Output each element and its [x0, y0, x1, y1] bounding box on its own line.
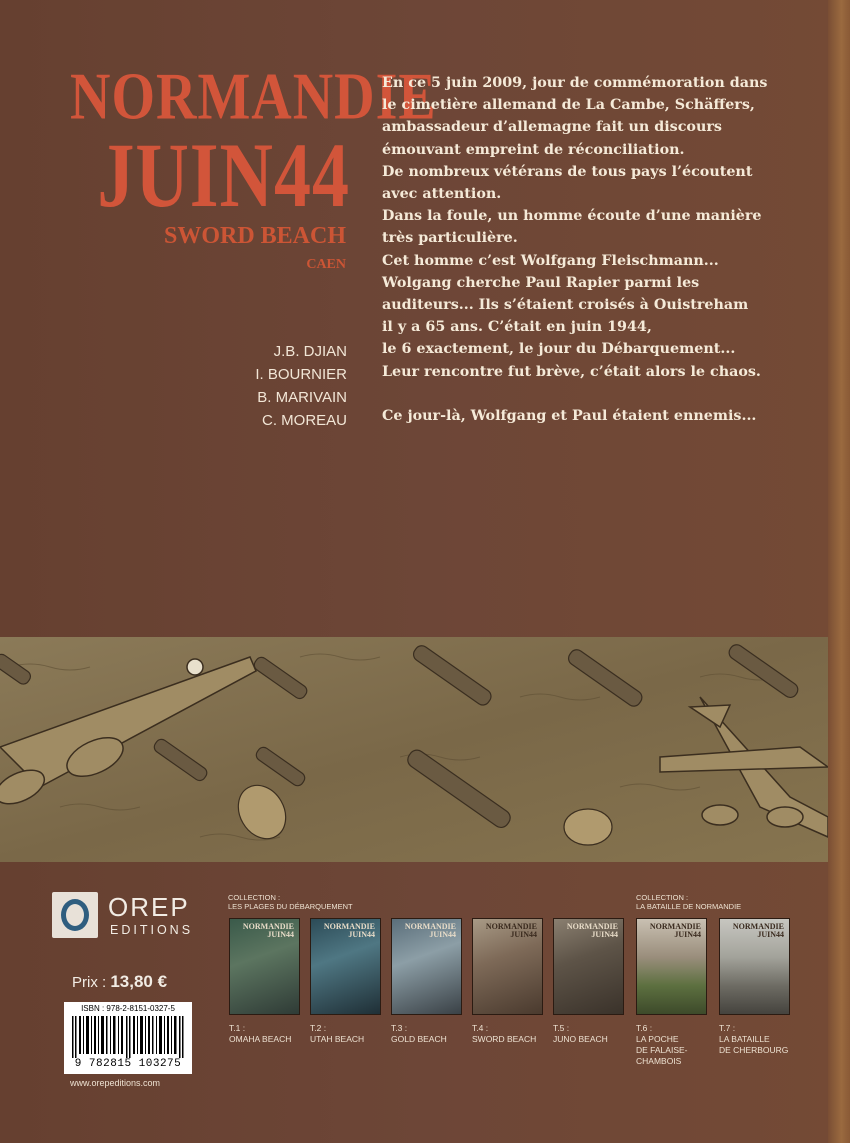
book-cover-t4 — [472, 918, 543, 1015]
collection-name: LA BATAILLE DE NORMANDIE — [636, 902, 742, 911]
mini-cover-title: NORMANDIE JUIN44 — [732, 922, 784, 939]
synopsis — [382, 72, 792, 427]
book-cover-t2 — [310, 918, 381, 1015]
mini-cover-title: NORMANDIE JUIN44 — [242, 922, 294, 939]
album-subtitle: SWORD BEACH — [163, 223, 346, 249]
book-cover-t5 — [553, 918, 624, 1015]
synopsis-line: le cimetière allemand de La Cambe, Schäffers, — [382, 97, 755, 114]
synopsis-line: Wolgang cherche Paul Rapier parmi les — [382, 274, 700, 291]
book-cover-t7 — [719, 918, 790, 1015]
spine — [828, 0, 850, 1143]
author: J.B. DJIAN — [273, 343, 347, 360]
mini-cover-title: NORMANDIE JUIN44 — [323, 922, 375, 939]
mini-cover-title: NORMANDIE JUIN44 — [485, 922, 537, 939]
author: C. MOREAU — [261, 412, 347, 429]
price — [72, 972, 167, 992]
authors-list — [160, 340, 347, 432]
mini-cover-title: NORMANDIE JUIN44 — [649, 922, 701, 939]
album-location: CAEN — [306, 257, 346, 272]
barcode — [64, 1002, 192, 1074]
book-cover-t3 — [391, 918, 462, 1015]
synopsis-line: Cet homme c’est Wolfgang Fleischmann... — [382, 252, 719, 269]
publisher-url: www.orepeditions.com — [70, 1078, 161, 1088]
series-title — [70, 59, 437, 227]
publisher-name: OREP — [108, 892, 190, 922]
collection-label-bataille — [636, 893, 741, 911]
book-caption-t7: T.7 : LA BATAILLE DE CHERBOURG — [719, 1023, 789, 1055]
synopsis-line: très particulière. — [382, 230, 518, 247]
book-caption-t3: T.3 : GOLD BEACH — [391, 1023, 447, 1044]
book-caption-t1: T.1 : OMAHA BEACH — [229, 1023, 292, 1044]
synopsis-line: émouvant empreint de réconciliation. — [382, 141, 685, 158]
series-title-line1: NORMANDIE — [70, 59, 437, 134]
book-cover-t1 — [229, 918, 300, 1015]
price-value: 13,80 € — [110, 972, 168, 991]
illustration-aircraft-over-fleet — [0, 637, 828, 862]
book-cover-t6 — [636, 918, 707, 1015]
author: I. BOURNIER — [255, 366, 347, 383]
book-caption-t2: T.2 : UTAH BEACH — [310, 1023, 365, 1044]
illustration-svg — [0, 637, 828, 862]
publisher-logo — [52, 892, 202, 942]
collection-prefix: COLLECTION : — [228, 893, 281, 902]
collection-prefix: COLLECTION : — [636, 893, 689, 902]
collection-label-plages — [228, 893, 353, 911]
book-caption-t4: T.4 : SWORD BEACH — [472, 1023, 537, 1044]
book-caption-t6: T.6 : LA POCHE DE FALAISE- CHAMBOIS — [636, 1023, 688, 1066]
barcode-digits: 9 782815 103275 — [74, 1058, 182, 1070]
barcode-icon — [72, 1016, 184, 1058]
price-label: Prix : — [72, 974, 111, 991]
collection-name: LES PLAGES DU DÉBARQUEMENT — [228, 902, 353, 911]
author: B. MARIVAIN — [257, 389, 347, 406]
synopsis-line: auditeurs... Ils s’étaient croisés à Ouistreham — [382, 297, 749, 314]
series-title-line2: JUIN44 — [97, 124, 350, 227]
synopsis-line: le 6 exactement, le jour du Débarquement... — [382, 341, 736, 358]
synopsis-line: ambassadeur d’allemagne fait un discours — [382, 119, 722, 136]
isbn: ISBN : 978-2-8151-0327-5 — [81, 1004, 175, 1013]
synopsis-line: En ce 5 juin 2009, jour de commémoration dans — [382, 75, 768, 91]
synopsis-line: avec attention. — [382, 186, 502, 203]
mini-cover-title: NORMANDIE JUIN44 — [566, 922, 618, 939]
publisher-sub: EDITIONS — [110, 923, 194, 937]
synopsis-closing: Ce jour-là, Wolfgang et Paul étaient ennemis... — [382, 407, 757, 424]
synopsis-line: Leur rencontre fut brève, c’était alors le chaos. — [382, 363, 761, 380]
synopsis-line: il y a 65 ans. C’était en juin 1944, — [382, 319, 652, 336]
synopsis-line: Dans la foule, un homme écoute d’une manière — [382, 208, 762, 225]
book-caption-t5: T.5 : JUNO BEACH — [553, 1023, 608, 1044]
mini-cover-title: NORMANDIE JUIN44 — [404, 922, 456, 939]
orep-logo-icon — [52, 892, 98, 938]
synopsis-line: De nombreux vétérans de tous pays l’écoutent — [382, 163, 753, 180]
